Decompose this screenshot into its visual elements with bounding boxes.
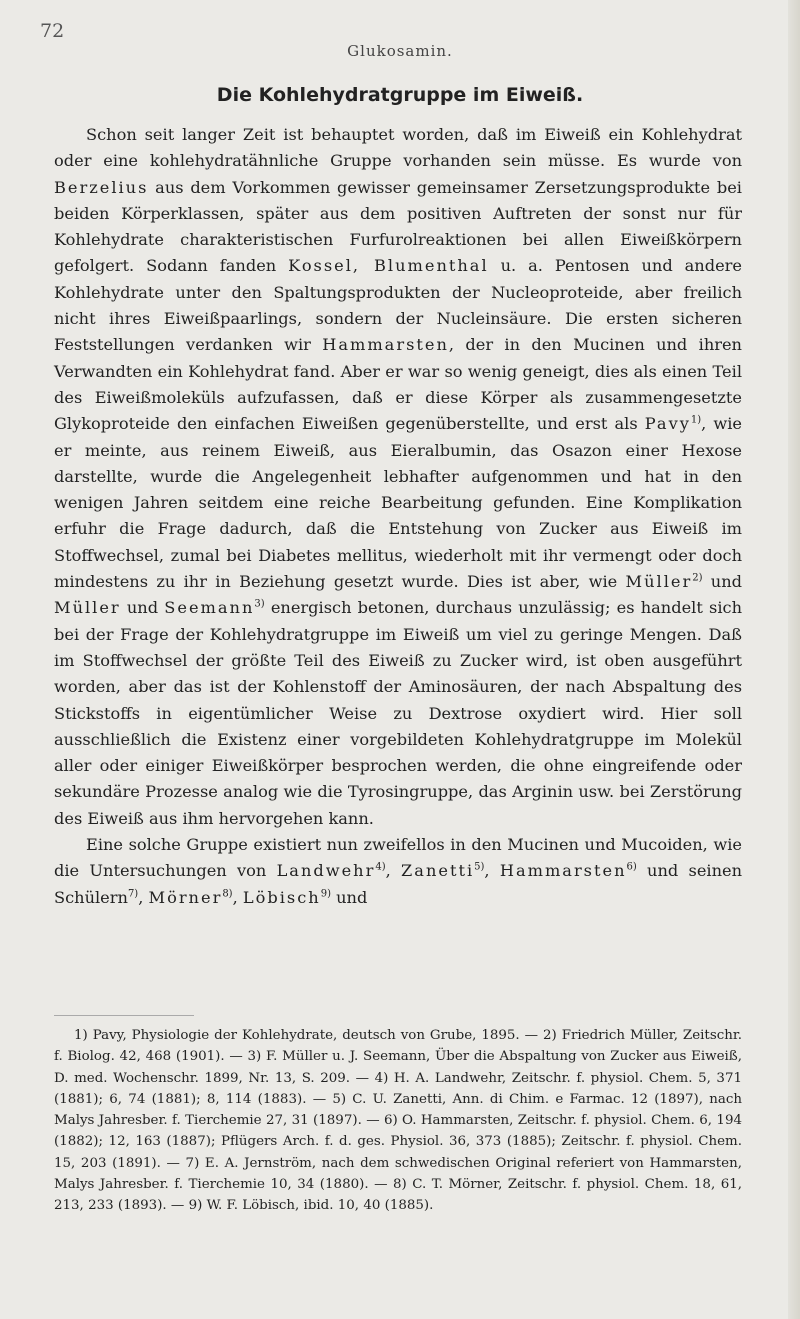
footnote-ref: 3) [254,598,265,610]
footnote-block: 1) Pavy, Physiologie der Kohlehydrate, deutsch von Grube, 1895. — 2) Friedrich Müller, Zeitschr. f. Biolog. 42, 468 (1901). — 3) F. Müller u. J. Seemann, Über die Abspaltung von Zucker aus Eiweiß, D. med. Wochenschr. 1899, Nr. 13, S. 209. — 4) H. A. Landwehr, Zeitschr. f. physiol. Chem. 5, 371 (1881); 6, 74 (1881); 8, 114 (1883). — 5) C. U. Zanetti, Ann. di Chim. e Farmac. 12 (1897), nach Malys Jahresber. f. Tierchemie 27, 31 (1897). — 6) O. Hammarsten, Zeitschr. f. physiol. Chem. 6, 194 (1882); 12, 163 (1887); Pflügers Arch. f. d. ges. Physiol. 36, 373 (1885); Zeitschr. f. physiol. Chem. 15, 203 (1891). — 7) E. A. Jernström, nach dem schwedischen Original referiert von Hammarsten, Malys Jahresber. f. Tierchemie 10, 34 (1880). — 8) C. T. Mörner, Zeitschr. f. physiol. Chem. 18, 61, 213, 233 (1893). — 9) W. F. Löbisch, ibid. 10, 40 (1885). [54,1028,742,1214]
footnote-ref: 8) [222,888,233,900]
author-name: Zanetti [401,861,475,881]
page-edge [788,0,800,1319]
footnote-ref: 2) [692,572,703,584]
footnote-ref: 1) [690,414,702,426]
footnote-ref: 4) [375,861,386,873]
footnote-ref: 9) [320,888,331,900]
section-title: Die Kohlehydratgruppe im Eiweiß. [216,84,584,106]
author-name: Mörner [148,887,223,907]
paragraph-2: Eine solche Gruppe existiert nun zweifellos in den Mucinen und Mucoiden, wie die Untersuchungen von Landwehr$^{4)}$, Zanetti$^{5)}$, Hammarsten$^{6)}$ und seinen Schülern$^{7)}$, Mörner$^{8)}$, Löbisch$^{9)}$ und [54,835,743,907]
running-title: Glukosamin. [347,42,453,60]
footnote-divider [54,1015,194,1016]
footnotes [54,1025,742,1217]
author-name: Berzelius [54,177,149,197]
author-name: Pavy [644,414,691,434]
footnote-ref: 7) [127,888,139,900]
author-name: Müller [625,572,693,592]
author-name: Kossel, Blumenthal [288,256,489,276]
author-name: Landwehr [276,861,376,881]
paragraph-1: Schon seit langer Zeit ist behauptet worden, daß im Eiweiß ein Kohlehydrat oder eine kohlehydratähnliche Gruppe vorhanden sein müsse. Es wurde von Berzelius aus dem Vorkommen gewisser gemeinsamer Zersetzungsprodukte bei beiden Körperklassen, später aus dem positiven Auftreten der sonst nur für Kohlehydrate charakteristischen Furfurolreaktionen bei allen Eiweißkörpern gefolgert. Sodann fanden Kossel, Blumenthal u. a. Pentosen und andere Kohlehydrate unter den Spaltungsprodukten der Nucleoproteide, aber freilich nicht ihres Eiweißpaarlings, sondern der Nucleinsäure. Die ersten sicheren Feststellungen verdanken wir Hammarsten, der in den Mucinen und ihren Verwandten ein Kohlehydrat fand. Aber er war so wenig geneigt, dies als einen Teil des Eiweißmoleküls aufzufassen, daß er diese Körper als zusammengesetzte Glykoproteide den einfachen Eiweißen gegenüberstellte, und erst als Pavy$^{1)}$, wie er meinte, aus reinem Eiweiß, aus Eieralbumin, das Osazon einer Hexose darstellte, wurde die Angelegenheit lebhafter aufgenommen und hat in den wenigen Jahren seitdem eine reiche Bearbeitung gefunden. Eine Komplikation erfuhr die Frage dadurch, daß die Entstehung von Zucker aus Eiweiß im Stoffwechsel, zumal bei Diabetes mellitus, wiederholt mit ihr vermengt oder doch mindestens zu ihr in Beziehung gesetzt wurde. Dies ist aber, wie Müller$^{2)}$ und Müller und Seemann$^{3)}$ energisch betonen, durchaus unzulässig; es handelt sich bei der Frage der Kohlehydratgruppe im Eiweiß um viel zu geringe Mengen. Daß im Stoffwechsel der größte Teil des Eiweiß zu Zucker wird, ist oben ausgeführt worden, aber das ist der Kohlenstoff der Aminosäuren, der nach Abspaltung des Stickstoffs in eigentümlicher Weise zu Dextrose oxydiert wird. Hier soll ausschließlich die Existenz einer vorgebildeten Kohlehydratgruppe im Molekül aller oder einiger Eiweißkörper besprochen werden, die ohne eingreifende oder sekundäre Prozesse analog wie die Tyrosingruppe, das Arginin usw. bei Zerstörung des Eiweiß aus ihm hervorgehen kann. [54,125,743,828]
body-text [54,122,742,911]
page-number: 72 [40,20,65,42]
footnote-ref: 5) [474,861,485,873]
footnote-ref: 6) [626,861,637,873]
author-name: Löbisch [242,887,321,907]
author-name: Hammarsten [322,335,449,355]
author-name: Hammarsten [499,861,627,881]
author-name: Seemann [164,598,255,618]
author-name: Müller [54,598,121,618]
